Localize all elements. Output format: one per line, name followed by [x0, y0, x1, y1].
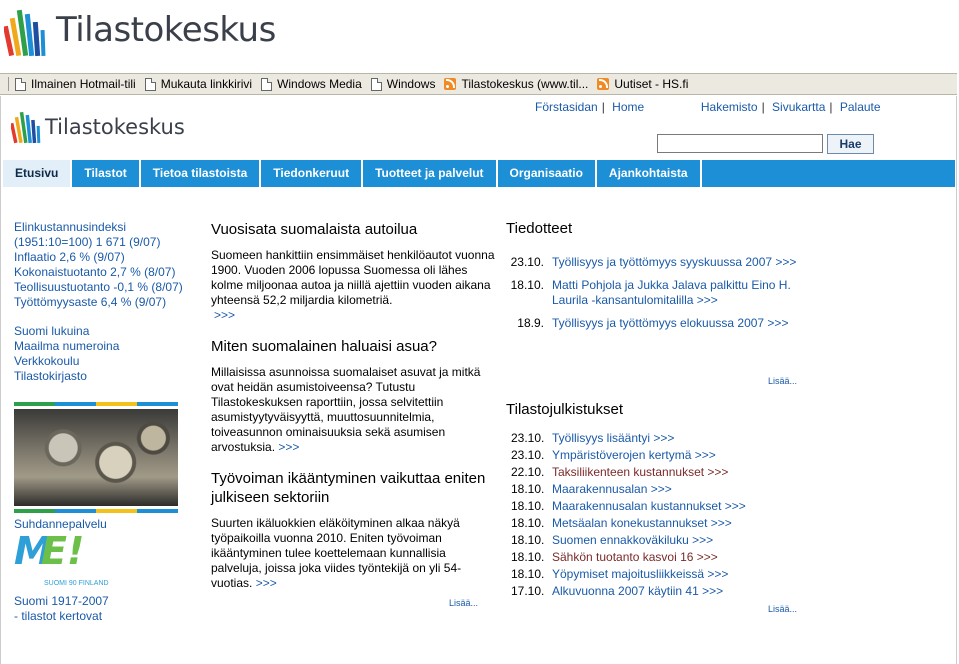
stripe-segment — [96, 509, 137, 513]
outer-logo-text: Tilastokeskus — [56, 10, 276, 50]
top-links — [535, 100, 881, 114]
outer-logo — [4, 4, 304, 60]
release-date: 23.10. — [510, 255, 544, 269]
release-link[interactable]: Työllisyys ja työttömyys syyskuussa 2007 >>> — [552, 255, 797, 269]
release-item — [506, 255, 806, 270]
rss-icon — [597, 78, 609, 90]
article-more-link[interactable]: >>> — [214, 308, 236, 322]
releases-heading: Tiedotteet — [506, 220, 573, 237]
indicator-link[interactable]: (1951:10=100) 1 671 (9/07) — [14, 235, 161, 249]
indicator-link[interactable]: Työttömyysaste 6,4 % (9/07) — [14, 295, 167, 309]
publication-link[interactable]: Alkuvuonna 2007 käytiin 41 >>> — [552, 584, 724, 598]
publication-item — [506, 447, 746, 464]
web-page — [0, 96, 957, 664]
quick-link[interactable]: Suomi lukuina — [14, 324, 90, 338]
publication-item — [506, 481, 746, 498]
news-more-link[interactable]: Lisää... — [449, 598, 479, 608]
article-title[interactable]: Vuosisata suomalaista autoilua — [211, 221, 418, 238]
publications-heading: Tilastojulkistukset — [506, 401, 623, 418]
publications-list — [506, 430, 746, 600]
article-more-link[interactable]: >>> — [255, 576, 277, 590]
releases-column — [506, 220, 806, 339]
links-bar — [0, 73, 957, 95]
indicator-link[interactable]: Elinkustannusindeksi — [14, 220, 127, 234]
indicator-link[interactable]: Inflaatio 2,6 % (9/07) — [14, 250, 125, 264]
link-windows-media[interactable] — [261, 77, 362, 91]
stripe-segment — [137, 402, 178, 406]
publication-link[interactable]: Ympäristöverojen kertymä >>> — [552, 448, 716, 462]
publication-link[interactable]: Taksiliikenteen kustannukset >>> — [552, 465, 729, 479]
releases-more-link[interactable]: Lisää... — [768, 376, 798, 386]
publication-link[interactable]: Sähkön tuotanto kasvoi 16 >>> — [552, 550, 718, 564]
stripe-segment — [14, 509, 55, 513]
article-more-link[interactable]: >>> — [278, 440, 300, 454]
publication-item — [506, 498, 746, 515]
top-link-sivukartta[interactable]: Sivukartta — [772, 100, 826, 114]
publication-date: 22.10. — [511, 465, 545, 479]
link-customize[interactable] — [145, 77, 252, 91]
quick-link[interactable]: Verkkokoulu — [14, 354, 80, 368]
link-label: Windows Media — [277, 77, 362, 91]
link-label: Ilmainen Hotmail-tili — [31, 77, 136, 91]
top-link-hakemisto[interactable]: Hakemisto — [700, 100, 758, 114]
publication-date: 18.10. — [511, 516, 545, 530]
publication-link[interactable]: Yöpymiset majoitusliikkeissä >>> — [552, 567, 729, 581]
publication-item — [506, 583, 746, 600]
stripe-segment — [96, 402, 137, 406]
article-title[interactable]: Työvoiman ikääntyminen vaikuttaa eniten julkiseen sektoriin — [211, 470, 486, 506]
release-date: 18.9. — [517, 316, 544, 330]
site-logo[interactable] — [11, 108, 211, 148]
stripe-segment — [14, 402, 55, 406]
publication-item — [506, 549, 746, 566]
separator: | — [601, 100, 605, 114]
publication-item — [506, 515, 746, 532]
publication-item — [506, 532, 746, 549]
publication-link[interactable]: Metsäalan konekustannukset >>> — [552, 516, 732, 530]
publication-item — [506, 566, 746, 583]
link-hotmail[interactable] — [15, 77, 136, 91]
indicator-link[interactable]: Kokonaistuotanto 2,7 % (8/07) — [14, 265, 176, 279]
page-icon — [15, 78, 26, 91]
publication-date: 18.10. — [511, 550, 545, 564]
tab-tilastot[interactable]: Tilastot — [72, 160, 140, 187]
release-link[interactable]: Työllisyys ja työttömyys elokuussa 2007 >>> — [552, 316, 789, 330]
release-date: 18.10. — [510, 278, 544, 292]
article-title[interactable]: Miten suomalainen haluaisi asua? — [211, 338, 437, 355]
publication-link[interactable]: Maarakennusalan >>> — [552, 482, 672, 496]
article-text: Suomeen hankittiin ensimmäiset henkilöautot vuonna 1900. Vuoden 2006 lopussa Suomessa oli lähes kolme miljoonaa autoa ja niillä ajettiin vuoden aikana yhteensä 52,2 miljardia kilometriä. — [211, 248, 495, 307]
link-tilastokeskus-feed[interactable] — [444, 77, 588, 91]
tilastokeskus-logo-icon — [11, 108, 41, 146]
news-column — [211, 220, 496, 605]
search-input[interactable] — [657, 134, 823, 153]
article-body — [211, 516, 496, 591]
publication-link[interactable]: Suomen ennakkoväkiluku >>> — [552, 533, 714, 547]
release-link[interactable]: Matti Pohjola ja Jukka Jalava palkittu Eino H. Laurila -kansantulomitalilla >>> — [552, 278, 791, 307]
stripe-segment — [55, 402, 96, 406]
publication-date: 18.10. — [511, 567, 545, 581]
article-body — [211, 248, 496, 323]
publication-item — [506, 464, 746, 481]
publication-date: 23.10. — [511, 431, 545, 445]
top-link-forstasidan[interactable]: Förstasidan — [535, 100, 598, 114]
publication-date: 23.10. — [511, 448, 545, 462]
key-indicators — [14, 220, 189, 310]
search-button[interactable]: Hae — [827, 134, 874, 154]
link-hs-feed[interactable] — [597, 77, 688, 91]
main-nav — [3, 160, 955, 187]
link-label: Mukauta linkkirivi — [160, 77, 253, 91]
publication-date: 18.10. — [511, 499, 545, 513]
link-label: Uutiset - HS.fi — [614, 77, 689, 91]
page-icon — [371, 78, 382, 91]
publication-date: 18.10. — [511, 482, 545, 496]
publication-date: 17.10. — [511, 584, 545, 598]
quick-links — [14, 324, 189, 384]
separator: | — [761, 100, 765, 114]
tab-organisaatio[interactable]: Organisaatio — [498, 160, 597, 187]
color-stripe — [14, 402, 178, 406]
suhdanne-box — [14, 402, 189, 532]
publication-date: 18.10. — [511, 533, 545, 547]
color-stripe — [14, 509, 178, 513]
top-link-home[interactable]: Home — [612, 100, 645, 114]
tab-tietoa-tilastoista[interactable]: Tietoa tilastoista — [141, 160, 261, 187]
tab-etusivu[interactable]: Etusivu — [3, 160, 72, 187]
suhdannepalvelu-link[interactable]: Suhdannepalvelu — [14, 517, 107, 531]
publication-link[interactable]: Työllisyys lisääntyi >>> — [552, 431, 675, 445]
rss-icon — [444, 78, 456, 90]
site-logo-text: Tilastokeskus — [45, 115, 185, 139]
me-logo-letters: E! — [41, 529, 85, 573]
tilastot-kertovat-link[interactable]: - tilastot kertovat — [14, 609, 103, 623]
me-logo-letter: M — [14, 529, 49, 573]
publication-link[interactable]: Maarakennusalan kustannukset >>> — [552, 499, 746, 513]
tilastokeskus-logo-icon — [4, 4, 48, 60]
quick-link[interactable]: Maailma numeroina — [14, 339, 120, 353]
link-windows[interactable] — [371, 77, 436, 91]
page-icon — [261, 78, 272, 91]
links-bar-grip — [8, 77, 9, 91]
link-label: Windows — [386, 77, 436, 91]
news-article — [211, 337, 496, 455]
release-item — [506, 316, 806, 331]
tab-ajankohtaista[interactable]: Ajankohtaista — [597, 160, 702, 187]
quick-link[interactable]: Tilastokirjasto — [14, 369, 87, 383]
page-icon — [145, 78, 156, 91]
article-text: Suurten ikäluokkien eläköityminen alkaa näkyä työpaikoilla vuonna 2010. Eniten työvoiman ikääntyminen tulee koettelemaan kunnallisia palveluja, joissa joka viides työntekijä on yli 54-vuotias. — [211, 516, 462, 590]
publications-more-link[interactable]: Lisää... — [768, 604, 798, 614]
me-logo-subtitle: SUOMI 90 FINLAND — [44, 580, 109, 587]
tab-tiedonkeruut[interactable]: Tiedonkeruut — [261, 160, 363, 187]
suomi-90-logo[interactable] — [14, 529, 124, 590]
separator: | — [829, 100, 833, 114]
left-column — [14, 220, 189, 624]
coins-photo[interactable] — [14, 409, 178, 506]
news-article — [211, 469, 496, 591]
news-article — [211, 220, 496, 323]
stripe-segment — [137, 509, 178, 513]
publication-item — [506, 430, 746, 447]
indicator-link[interactable]: Teollisuustuotanto -0,1 % (8/07) — [14, 280, 183, 294]
tab-tuotteet-ja-palvelut[interactable]: Tuotteet ja palvelut — [363, 160, 497, 187]
article-text: Millaisissa asunnoissa suomalaiset asuvat ja mitkä ovat heidän asumistoiveensa? Tutustu Tilastokeskuksen raporttiin, jossa selvitettiin asumistyytyväisyyttä, muuttosuunnitelmia, toiveasunnon ominaisuuksia sekä asumisen arvostuksia. — [211, 365, 481, 454]
suomi-1917-link[interactable]: Suomi 1917-2007 — [14, 594, 109, 608]
top-link-palaute[interactable]: Palaute — [839, 100, 881, 114]
stripe-segment — [55, 509, 96, 513]
link-label: Tilastokeskus (www.til... — [461, 77, 589, 91]
release-item — [506, 278, 806, 308]
article-body — [211, 365, 496, 455]
